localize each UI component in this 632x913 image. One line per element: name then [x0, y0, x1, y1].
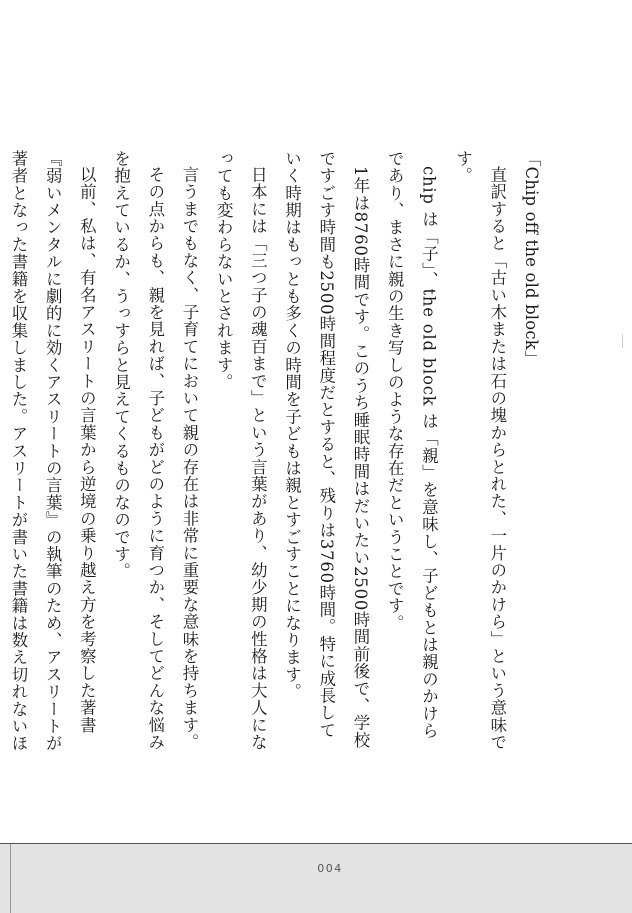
- paragraph-author-background: 以前、私は、有名アスリートの言葉から逆境の乗り越え方を考察した著書『弱いメンタルに劇的に効くアスリートの言葉』の執筆のため、アスリートが著者となった書籍を収集しました。アスリートが書いた書籍は数え切れないほ: [8, 150, 97, 752]
- paragraph-seeing-parents: その点からも、親を見れば、子どもがどのように育つか、そしてどんな悩みを抱えているか、うっすらと見えてくるものなのです。: [111, 150, 165, 752]
- page-footer: [0, 843, 632, 913]
- footer-divider-line: [10, 844, 11, 913]
- page-number: 004: [317, 862, 343, 875]
- paragraph-hours-in-year: 1年は8760時間です。このうち睡眠時間はだいたい2500時間前後で、学校ですごす時間も2500時間程度だとすると、残りは3760時間。特に成長していく時期はもっとも多くの時間を子どもは親とすごすことになります。: [282, 150, 370, 750]
- paragraph-literal-translation: 直訳すると「古い木または石の塊からとれた、一片のかけら」という意味です。: [453, 150, 507, 752]
- paragraph-japanese-proverb: 日本には「三つ子の魂百まで」という言葉があり、幼少期の性格は大人になっても変わらないとされます。: [214, 150, 268, 752]
- paragraph-title-phrase: 「Chip off the old block」: [522, 150, 541, 367]
- vertical-text-body: [0, 150, 548, 755]
- paragraph-parent-importance: 言うまでもなく、子育てにおいて親の存在は非常に重要な意味を持ちます。: [179, 166, 199, 752]
- page-edge-mark: [618, 334, 623, 348]
- paragraph-chip-meaning: chip は「子」、the old block は「親」を意味し、子どもとは親のかけらであり、まさに親の生き写しのような存在だということです。: [385, 150, 439, 740]
